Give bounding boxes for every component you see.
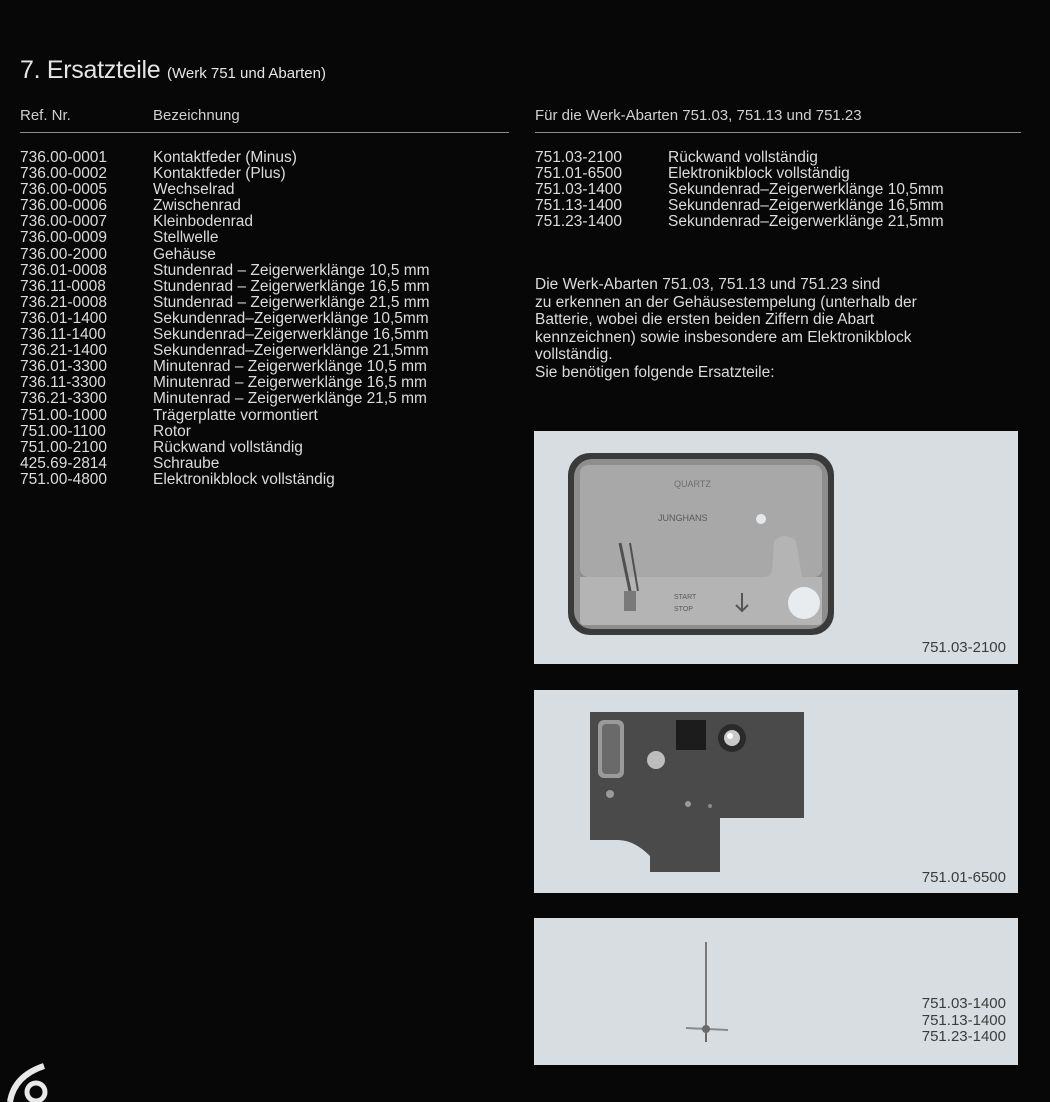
list-item (20, 311, 430, 327)
part-name: Stundenrad – Zeigerwerklänge 10,5 mm (153, 261, 430, 279)
list-item (20, 327, 430, 343)
photo-caption (922, 870, 1006, 887)
part-name: Kontaktfeder (Minus) (153, 149, 297, 166)
housing-brand: QUARTZ (674, 479, 711, 489)
list-item (535, 150, 944, 166)
part-name: Minutenrad – Zeigerwerklänge 10,5 mm (153, 358, 427, 376)
paragraph-line: Sie benötigen folgende Ersatzteile: (535, 363, 775, 381)
part-ref: 736.00-0005 (20, 181, 108, 199)
col-header-ref: Ref. Nr. (20, 107, 71, 124)
housing-stop: STOP (674, 606, 693, 613)
part-name: Gehäuse (153, 245, 216, 263)
part-ref: 751.13-1400 (535, 197, 623, 215)
paragraph-line: kennzeichnen) sowie insbesondere am Elektronikblock (535, 328, 912, 346)
part-name: Kontaktfeder (Plus) (153, 165, 286, 183)
list-item (535, 198, 944, 214)
electronic-block-image (534, 690, 1018, 893)
part-name: Rückwand vollständig (668, 149, 818, 166)
paragraph-line: Batterie, wobei die ersten beiden Ziffern die Abart (535, 311, 875, 328)
list-item (20, 182, 430, 198)
caption-line: 751.03-1400 (921, 995, 1006, 1012)
header-rule-left (20, 132, 509, 133)
part-ref: 736.01-3300 (20, 358, 108, 376)
variant-parts-list (535, 150, 944, 230)
header-rule-right (535, 132, 1021, 133)
part-name: Sekundenrad–Zeigerwerklänge 21,5mm (668, 213, 944, 231)
part-name: Sekundenrad–Zeigerwerklänge 10,5mm (153, 309, 429, 327)
part-name: Sekundenrad–Zeigerwerklänge 10,5mm (668, 181, 944, 199)
col-header-name: Bezeichnung (153, 107, 240, 124)
part-ref: 751.00-2100 (20, 438, 108, 456)
part-ref: 751.01-6500 (535, 165, 623, 183)
part-name: Schraube (153, 454, 220, 472)
part-name: Elektronikblock vollständig (668, 165, 850, 183)
part-ref: 736.11-1400 (20, 326, 106, 344)
list-item (535, 182, 944, 198)
list-item (20, 166, 430, 182)
caption-line: 751.01-6500 (921, 869, 1006, 886)
list-item (20, 391, 430, 407)
list-item (20, 263, 430, 279)
title-sub: (Werk 751 und Abarten) (166, 65, 326, 82)
part-name: Minutenrad – Zeigerwerklänge 16,5 mm (153, 374, 427, 392)
paragraph-line: Die Werk-Abarten 751.03, 751.13 und 751.23 sind (535, 276, 881, 293)
part-ref: 751.00-4800 (20, 470, 108, 488)
list-item (535, 214, 944, 230)
housing-maker: JUNGHANS (658, 513, 708, 523)
list-item (20, 375, 430, 391)
photo-second-wheel (534, 918, 1018, 1065)
part-name: Elektronikblock vollständig (153, 470, 335, 488)
part-name: Minutenrad – Zeigerwerklänge 21,5 mm (153, 390, 427, 408)
part-ref: 751.03-2100 (535, 149, 623, 166)
list-item (20, 440, 430, 456)
part-name: Zwischenrad (153, 197, 241, 215)
part-ref: 751.03-1400 (535, 181, 623, 199)
part-ref: 751.00-1100 (20, 422, 106, 440)
part-ref: 736.21-1400 (20, 342, 108, 360)
part-ref: 736.11-3300 (20, 374, 106, 392)
photo-caption (922, 996, 1006, 1046)
list-item (20, 456, 430, 472)
list-item (20, 214, 430, 230)
part-name: Sekundenrad–Zeigerwerklänge 16,5mm (153, 326, 429, 344)
housing-start: START (674, 594, 697, 601)
list-item (20, 408, 430, 424)
part-ref: 736.00-0002 (20, 165, 108, 183)
caption-line: 751.23-1400 (921, 1028, 1006, 1045)
part-name: Sekundenrad–Zeigerwerklänge 21,5mm (153, 342, 429, 360)
part-ref: 736.01-1400 (20, 309, 108, 327)
title-main: 7. Ersatzteile (20, 56, 161, 84)
list-item (20, 230, 430, 246)
part-name: Stundenrad – Zeigerwerklänge 16,5 mm (153, 277, 430, 295)
variant-description (535, 276, 1035, 381)
part-ref: 736.11-0008 (20, 277, 106, 295)
part-ref: 736.00-0006 (20, 197, 108, 215)
page-title (20, 56, 326, 85)
part-ref: 751.23-1400 (535, 213, 623, 231)
parts-list (20, 150, 430, 488)
list-item (20, 424, 430, 440)
part-ref: 736.21-3300 (20, 390, 108, 408)
caption-line: 751.03-2100 (921, 639, 1006, 656)
list-item (20, 198, 430, 214)
list-item (20, 343, 430, 359)
part-name: Wechselrad (153, 181, 235, 199)
part-name: Kleinbodenrad (153, 213, 253, 231)
paragraph-line: vollständig. (535, 346, 613, 363)
part-ref: 736.21-0008 (20, 293, 108, 311)
part-name: Stundenrad – Zeigerwerklänge 21,5 mm (153, 293, 430, 311)
part-name: Trägerplatte vormontiert (153, 406, 318, 424)
list-item (20, 359, 430, 375)
back-cover-image (534, 431, 1018, 664)
part-name: Stellwelle (153, 229, 219, 247)
photo-back-cover (534, 431, 1018, 664)
logo-fragment-icon (0, 1062, 60, 1102)
part-ref: 736.00-2000 (20, 245, 108, 263)
part-ref: 736.01-0008 (20, 261, 108, 279)
part-ref: 736.00-0009 (20, 229, 108, 247)
part-name: Rotor (153, 422, 191, 440)
list-item (20, 247, 430, 263)
part-name: Sekundenrad–Zeigerwerklänge 16,5mm (668, 197, 944, 215)
part-ref: 751.00-1000 (20, 406, 108, 424)
part-ref: 736.00-0007 (20, 213, 108, 231)
part-ref: 425.69-2814 (20, 454, 108, 472)
col-header-variants: Für die Werk-Abarten 751.03, 751.13 und 751.23 (535, 107, 862, 124)
list-item (20, 279, 430, 295)
caption-line: 751.13-1400 (921, 1011, 1006, 1029)
list-item (535, 166, 944, 182)
list-item (20, 295, 430, 311)
photo-electronic-block (534, 690, 1018, 893)
list-item (20, 150, 430, 166)
part-name: Rückwand vollständig (153, 438, 303, 456)
list-item (20, 472, 430, 488)
photo-caption (922, 640, 1006, 657)
part-ref: 736.00-0001 (20, 149, 108, 166)
paragraph-line: zu erkennen an der Gehäusestempelung (unterhalb der (535, 293, 917, 311)
